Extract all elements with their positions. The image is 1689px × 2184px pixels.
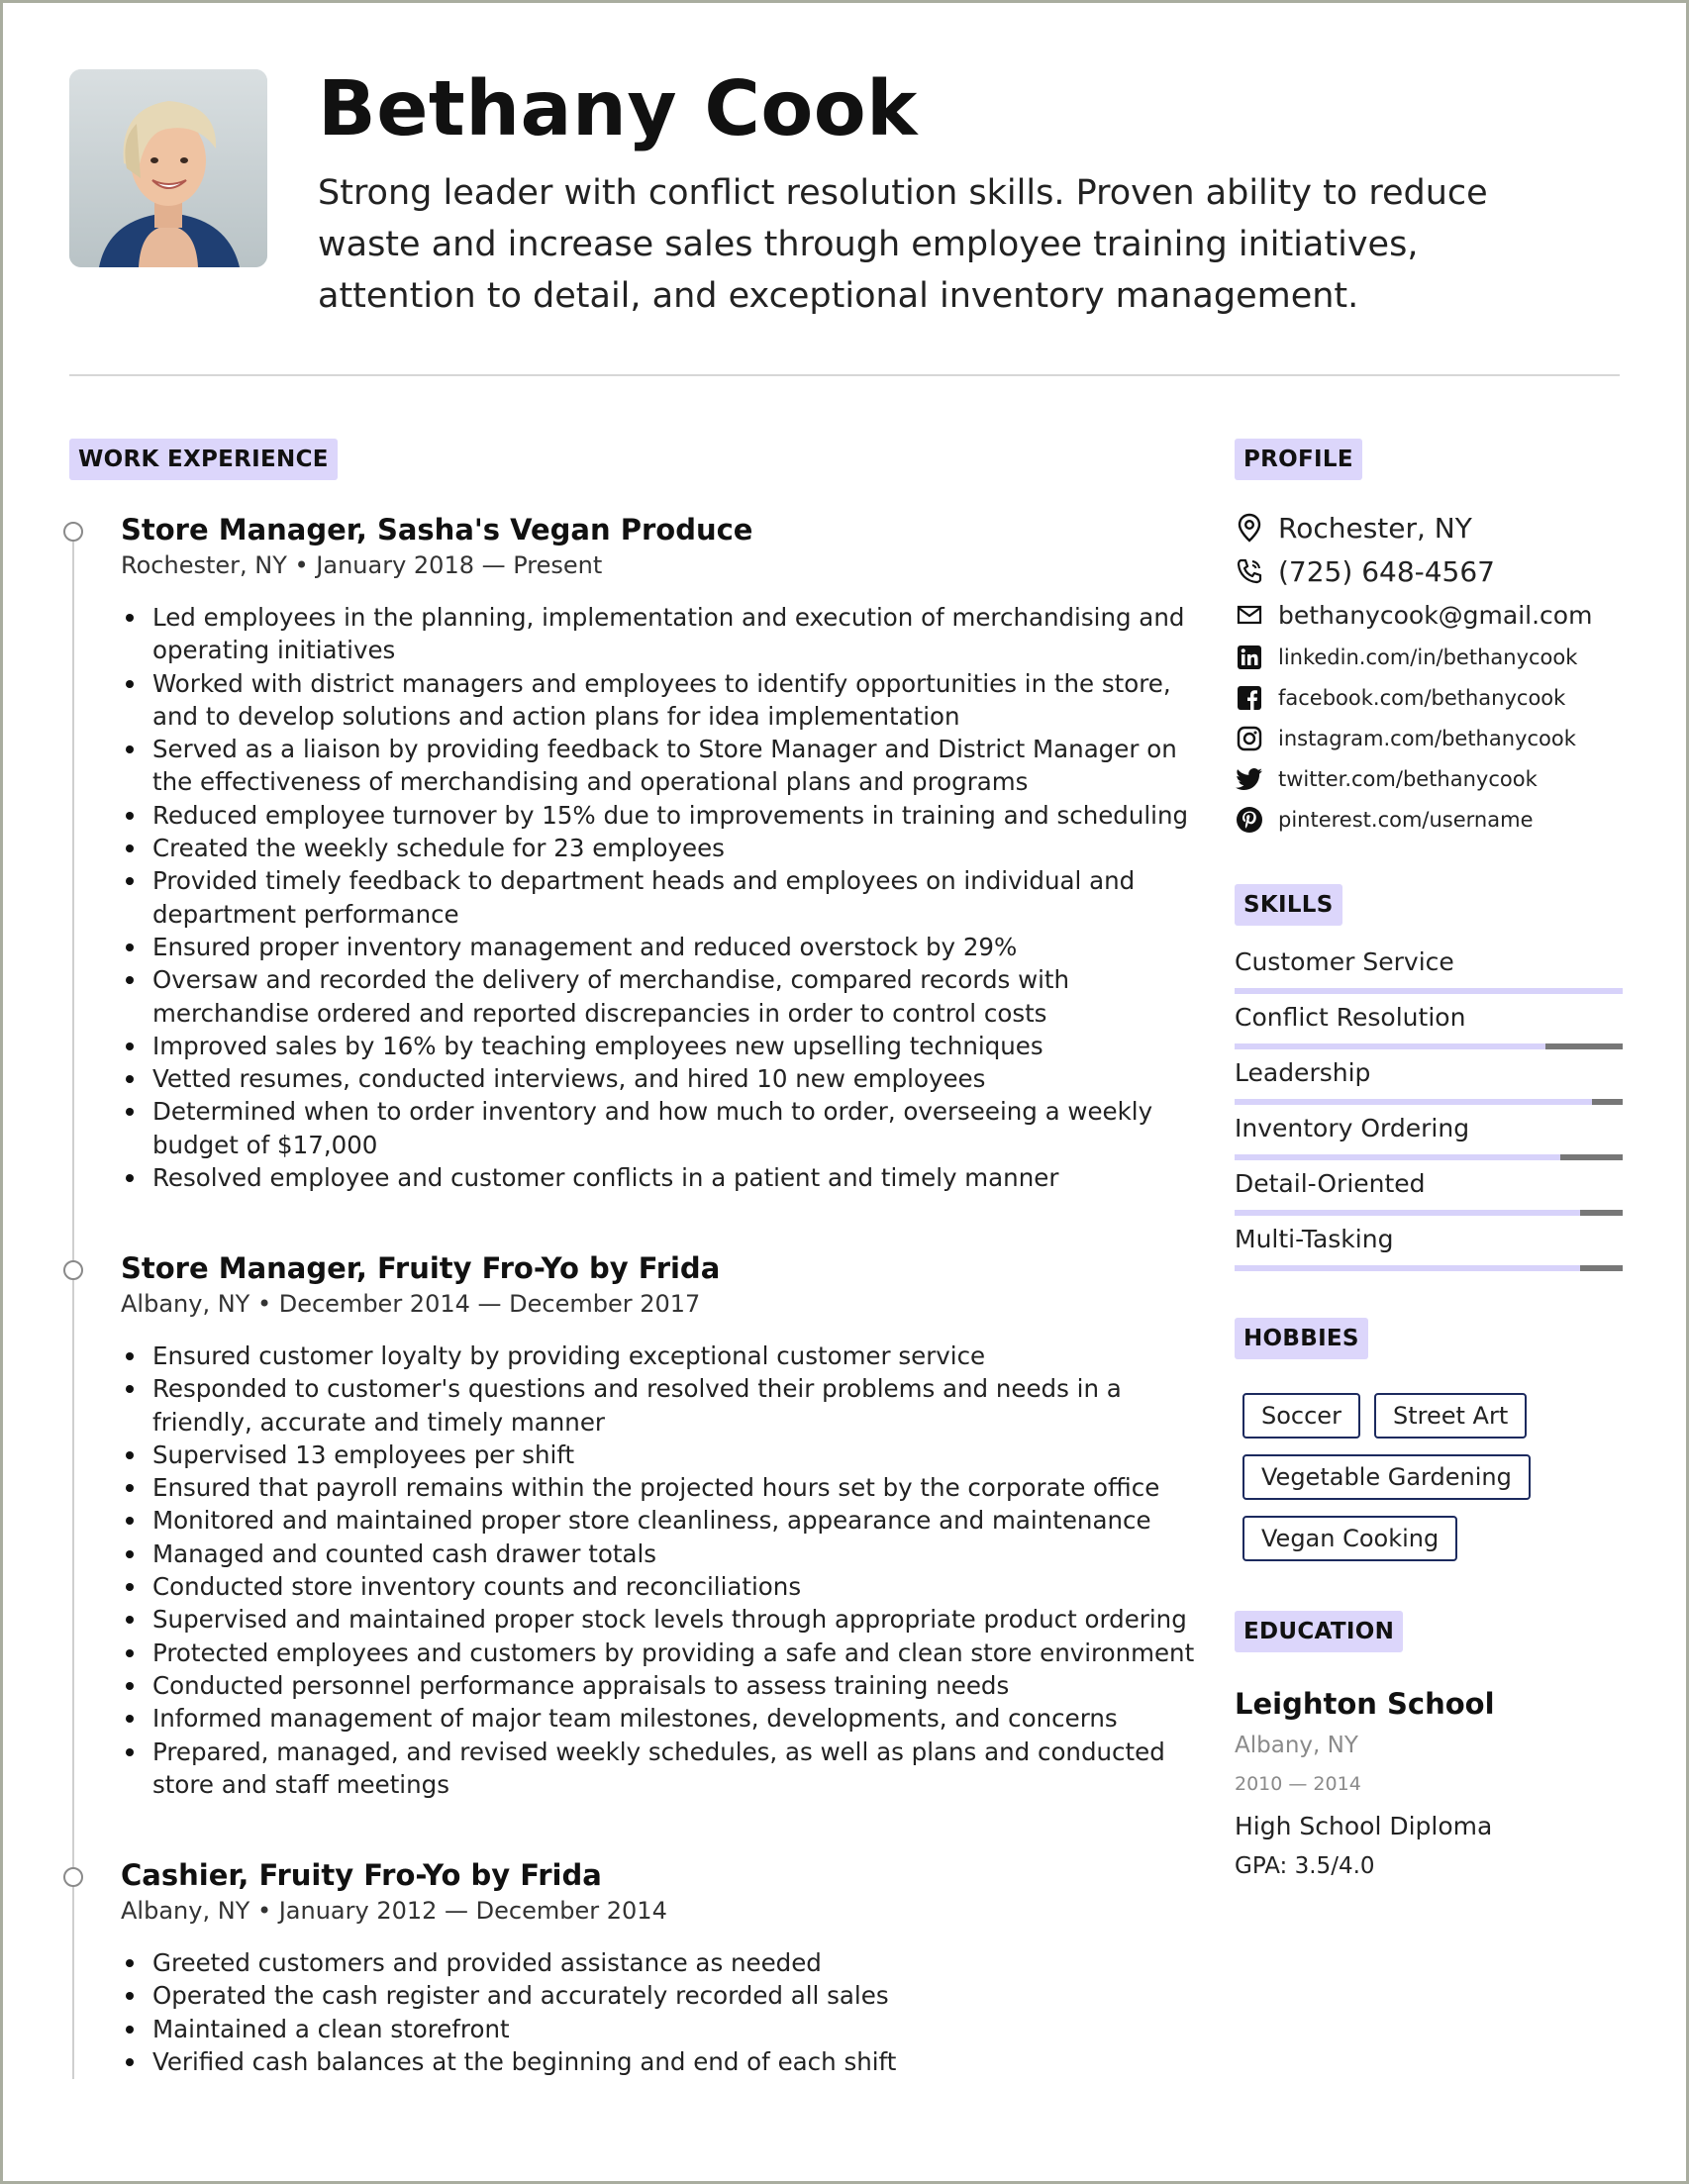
work-experience-heading: WORK EXPERIENCE: [69, 439, 338, 480]
hobby-chip: Street Art: [1374, 1393, 1527, 1439]
facebook-icon: [1235, 683, 1264, 713]
linkedin-link[interactable]: linkedin.com/in/bethanycook: [1278, 645, 1578, 669]
bullet: Served as a liaison by providing feedback to Store Manager and District Manager on the effectiveness of merchandising and operational plans and programs: [152, 733, 1202, 799]
skill-item: [1235, 1056, 1623, 1105]
bullet: Created the weekly schedule for 23 employees: [152, 832, 1202, 864]
bullet: Vetted resumes, conducted interviews, and hired 10 new employees: [152, 1062, 1202, 1095]
bullet: Supervised 13 employees per shift: [152, 1439, 1202, 1471]
contact-phone: [1235, 549, 1631, 593]
hobby-chip: Soccer: [1242, 1393, 1360, 1439]
school-name: Leighton School: [1235, 1687, 1495, 1721]
mail-icon: [1235, 600, 1264, 630]
bullet: Operated the cash register and accurately recorded all sales: [152, 1979, 1202, 2012]
phone-text[interactable]: (725) 648-4567: [1278, 554, 1495, 588]
summary: Strong leader with conflict resolution skills. Proven ability to reduce waste and increase sales through employee training initiatives, attention to detail, and exceptional inventory management.: [318, 173, 1488, 316]
resume-page: [3, 3, 1686, 2181]
job-title: Store Manager, Sasha's Vegan Produce: [121, 513, 753, 546]
instagram-icon: [1235, 724, 1264, 753]
skill-bar: [1235, 988, 1623, 994]
contact-twitter: [1235, 758, 1631, 799]
job-meta: Rochester, NY • January 2018 — Present: [121, 551, 603, 579]
skill-item: [1235, 1112, 1623, 1160]
timeline-dot: [63, 1260, 83, 1280]
timeline-dot: [63, 1867, 83, 1887]
bullet: Conducted personnel performance appraisals to assess training needs: [152, 1669, 1202, 1702]
skill-bar: [1235, 1043, 1623, 1049]
skill-item: [1235, 1001, 1623, 1049]
bullet: Provided timely feedback to department heads and employees on individual and department performance: [152, 864, 1202, 931]
bullet: Worked with district managers and employees to identify opportunities in the store, and to develop solutions and action plans for idea implementation: [152, 667, 1202, 734]
skill-bar: [1235, 1154, 1623, 1160]
bullet: Reduced employee turnover by 15% due to improvements in training and scheduling: [152, 799, 1202, 832]
bullet: Improved sales by 16% by teaching employees new upselling techniques: [152, 1030, 1202, 1062]
degree: High School Diploma: [1235, 1812, 1493, 1840]
skill-label: Leadership: [1235, 1058, 1371, 1087]
gpa: GPA: 3.5/4.0: [1235, 1853, 1375, 1879]
skill-bar: [1235, 1099, 1623, 1105]
skill-label: Multi-Tasking: [1235, 1225, 1394, 1253]
contact-instagram: [1235, 718, 1631, 758]
facebook-link[interactable]: facebook.com/bethanycook: [1278, 685, 1566, 710]
job-entry: [69, 1857, 1158, 2078]
bullet: Maintained a clean storefront: [152, 2013, 1202, 2045]
contact-pinterest: [1235, 799, 1631, 840]
pinterest-link[interactable]: pinterest.com/username: [1278, 807, 1534, 832]
bullet: Verified cash balances at the beginning and end of each shift: [152, 2045, 1202, 2078]
skills-heading: SKILLS: [1235, 884, 1342, 926]
bullet: Informed management of major team milestones, developments, and concerns: [152, 1702, 1202, 1735]
contact-facebook: [1235, 677, 1631, 718]
bullet: Conducted store inventory counts and reconciliations: [152, 1570, 1202, 1603]
contact-email: [1235, 593, 1631, 637]
twitter-link[interactable]: twitter.com/bethanycook: [1278, 766, 1538, 791]
skill-label: Conflict Resolution: [1235, 1003, 1466, 1032]
header-divider: [69, 374, 1620, 376]
job-entry: [69, 512, 1189, 1194]
skill-item: [1235, 945, 1623, 994]
skill-label: Customer Service: [1235, 947, 1454, 976]
skill-bar-remainder: [1545, 1043, 1623, 1049]
skill-bar: [1235, 1265, 1623, 1271]
location-pin-icon: [1235, 513, 1264, 543]
candidate-name: Bethany Cook: [318, 65, 918, 153]
job-title: Store Manager, Fruity Fro-Yo by Frida: [121, 1251, 721, 1285]
skill-bar-remainder: [1592, 1099, 1623, 1105]
bullet: Oversaw and recorded the delivery of merchandise, compared records with merchandise ordered and reported discrepancies in order to control costs: [152, 963, 1202, 1030]
job-bullets: [69, 1946, 1202, 2078]
job-entry: [69, 1250, 1195, 1801]
contact-location: [1235, 506, 1631, 549]
bullet: Protected employees and customers by providing a safe and clean store environment: [152, 1637, 1202, 1669]
skill-label: Inventory Ordering: [1235, 1114, 1470, 1142]
bullet: Supervised and maintained proper stock levels through appropriate product ordering: [152, 1603, 1202, 1636]
timeline-dot: [63, 522, 83, 542]
bullet: Led employees in the planning, implementation and execution of merchandising and operating initiatives: [152, 601, 1202, 667]
bullet: Greeted customers and provided assistance as needed: [152, 1946, 1202, 1979]
job-bullets: [69, 1340, 1202, 1801]
contact-list: [1235, 506, 1631, 840]
hobby-chip: Vegetable Gardening: [1242, 1454, 1531, 1500]
contact-linkedin: [1235, 637, 1631, 677]
phone-icon: [1235, 556, 1264, 586]
education-heading: EDUCATION: [1235, 1611, 1403, 1652]
school-location: Albany, NY: [1235, 1733, 1358, 1758]
bullet: Prepared, managed, and revised weekly schedules, as well as plans and conducted store and staff meetings: [152, 1736, 1202, 1802]
skill-label: Detail-Oriented: [1235, 1169, 1426, 1198]
hobbies-heading: HOBBIES: [1235, 1318, 1368, 1359]
job-meta: Albany, NY • December 2014 — December 2017: [121, 1290, 701, 1318]
skill-item: [1235, 1223, 1623, 1271]
twitter-icon: [1235, 764, 1264, 794]
hobby-chip: Vegan Cooking: [1242, 1516, 1457, 1561]
job-bullets: [69, 601, 1202, 1194]
skill-bar-remainder: [1580, 1265, 1623, 1271]
skill-bar-remainder: [1560, 1154, 1623, 1160]
skill-bar-remainder: [1580, 1210, 1623, 1216]
job-meta: Albany, NY • January 2012 — December 2014: [121, 1897, 667, 1925]
job-title: Cashier, Fruity Fro-Yo by Frida: [121, 1858, 602, 1892]
pinterest-icon: [1235, 805, 1264, 835]
profile-photo: [69, 69, 267, 267]
location-text: Rochester, NY: [1278, 511, 1472, 545]
bullet: Responded to customer's questions and resolved their problems and needs in a friendly, accurate and timely manner: [152, 1372, 1202, 1439]
school-dates: 2010 — 2014: [1235, 1773, 1361, 1795]
profile-heading: PROFILE: [1235, 439, 1362, 480]
bullet: Resolved employee and customer conflicts in a patient and timely manner: [152, 1161, 1202, 1194]
bullet: Monitored and maintained proper store cleanliness, appearance and maintenance: [152, 1504, 1202, 1537]
bullet: Ensured customer loyalty by providing exceptional customer service: [152, 1340, 1202, 1372]
bullet: Determined when to order inventory and how much to order, overseeing a weekly budget of $17,000: [152, 1095, 1202, 1161]
bullet: Ensured that payroll remains within the projected hours set by the corporate office: [152, 1471, 1202, 1504]
linkedin-icon: [1235, 643, 1264, 672]
bullet: Managed and counted cash drawer totals: [152, 1538, 1202, 1570]
skill-item: [1235, 1167, 1623, 1216]
skill-bar: [1235, 1210, 1623, 1216]
skills-list: [1235, 945, 1631, 1282]
education-entry: [1235, 1686, 1631, 1883]
bullet: Ensured proper inventory management and reduced overstock by 29%: [152, 931, 1202, 963]
instagram-link[interactable]: instagram.com/bethanycook: [1278, 726, 1576, 750]
email-link[interactable]: bethanycook@gmail.com: [1278, 600, 1593, 630]
